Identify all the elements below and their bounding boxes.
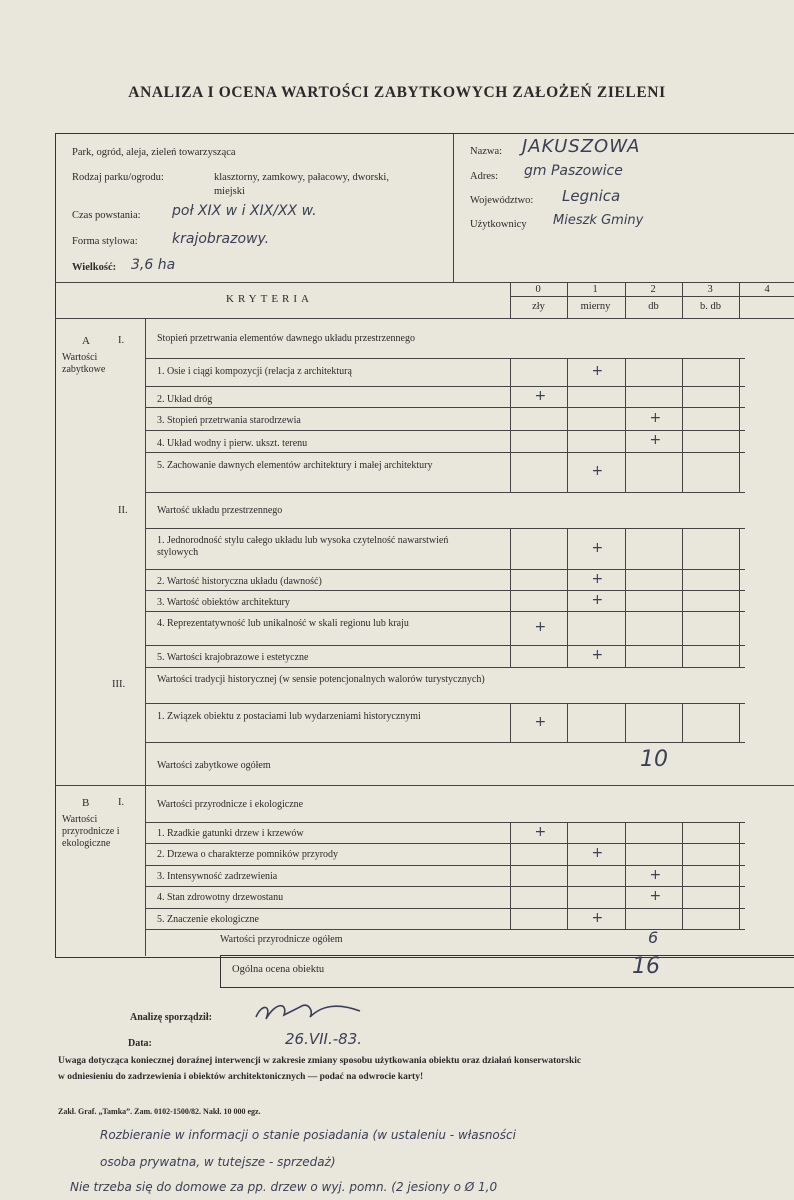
name-value: JAKUSZOWA — [522, 136, 641, 157]
criterion-a2-4: 4. Reprezentatywność lub unikalność w skali regionu lub kraju — [157, 618, 409, 629]
criterion-a1-4: 4. Układ wodny i pierw. ukszt. terenu — [157, 438, 308, 449]
section-a-group3-roman: III. — [112, 679, 126, 690]
total-a-value: 10 — [640, 747, 668, 772]
note-line-1: Uwaga dotycząca koniecznej doraźnej interwencji w zakresie zmiany sposobu użytkowania obiektu oraz działań konserwatorskic — [58, 1056, 582, 1066]
mark-a1-2: + — [534, 388, 547, 404]
mark-a2-4: + — [534, 619, 547, 635]
page-title: ANALIZA I OCENA WARTOŚCI ZABYTKOWYCH ZAŁOŻEŃ ZIELENI — [128, 84, 666, 101]
mark-b-3: + — [649, 867, 662, 883]
group-b1-title: Wartości przyrodnicze i ekologiczne — [157, 799, 304, 810]
date-label: Data: — [128, 1038, 152, 1049]
criterion-a1-5: 5. Zachowanie dawnych elementów architektury i małej architektury — [157, 460, 433, 471]
overall-value: 16 — [632, 954, 660, 979]
address-value: gm Paszowice — [524, 163, 623, 179]
note-line-2: w odniesieniu do zadrzewienia i obiektów architektonicznych — podać na odwrocie karty! — [58, 1072, 424, 1082]
time-label: Czas powstania: — [72, 210, 141, 221]
col-desc-3: b. db — [700, 301, 721, 312]
criterion-b-5: 5. Znaczenie ekologiczne — [157, 914, 259, 925]
province-label: Województwo: — [470, 195, 534, 206]
criteria-label: KRYTERIA — [226, 293, 313, 305]
mark-b-1: + — [534, 824, 547, 840]
mark-b-4: + — [649, 888, 662, 904]
style-label: Forma stylowa: — [72, 236, 138, 247]
section-b-letter: B — [82, 797, 90, 809]
overall-label: Ogólna ocena obiektu — [232, 964, 325, 975]
time-value: poł XIX w i XIX/XX w. — [172, 203, 317, 219]
mark-a1-1: + — [591, 363, 604, 379]
kind-options-2: miejski — [214, 186, 245, 197]
signature — [248, 995, 378, 1031]
address-label: Adres: — [470, 171, 498, 182]
handwritten-note-1: Rozbieranie w informacji o stanie posiadania (w ustaleniu - własności — [100, 1128, 516, 1142]
handwritten-note-3: Nie trzeba się do domowe za pp. drzew o wyj. pomn. (2 jesiony o Ø 1,0 — [70, 1180, 498, 1194]
section-a-roman: I. — [118, 335, 125, 346]
date-value: 26.VII.-83. — [285, 1030, 362, 1048]
group-a1-title: Stopień przetrwania elementów dawnego układu przestrzennego — [157, 333, 415, 344]
handwritten-note-2: osoba prywatna, w tutejsze - sprzedaż) — [100, 1155, 336, 1169]
section-a-name: Wartości zabytkowe — [62, 352, 106, 375]
size-value: 3,6 ha — [131, 257, 176, 273]
col-number-0: 0 — [535, 284, 541, 295]
criterion-a2-5: 5. Wartości krajobrazowe i estetyczne — [157, 652, 309, 663]
col-number-1: 1 — [592, 284, 598, 295]
col-number-4: 4 — [764, 284, 770, 295]
style-value: krajobrazowy. — [172, 231, 270, 247]
total-b-value: 6 — [648, 928, 659, 947]
criterion-b-2: 2. Drzewa o charakterze pomników przyrody — [157, 849, 339, 860]
users-value: Mieszk Gminy — [553, 213, 644, 228]
criterion-a1-1: 1. Osie i ciągi kompozycji (relacja z architekturą — [157, 366, 352, 377]
mark-a2-5: + — [591, 647, 604, 663]
criterion-a3-1: 1. Związek obiektu z postaciami lub wydarzeniami historycznymi — [157, 711, 421, 722]
col-desc-2: db — [648, 301, 659, 312]
users-label: Użytkownicy — [470, 219, 527, 230]
section-b-roman: I. — [118, 797, 125, 808]
criterion-a1-2: 2. Układ dróg — [157, 394, 213, 405]
kind-options: klasztorny, zamkowy, pałacowy, dworski, — [214, 172, 389, 183]
criterion-a2-1: 1. Jednorodność stylu całego układu lub wysoka czytelność nawarstwień stylowych — [157, 535, 449, 558]
mark-b-2: + — [591, 845, 604, 861]
printer-info: Zakł. Graf. „Tamka”. Zam. 0102-1500/82. Nakł. 10 000 egz. — [58, 1107, 261, 1116]
mark-a3-1: + — [534, 714, 547, 730]
mark-a2-2: + — [591, 571, 604, 587]
section-a-group2-roman: II. — [118, 505, 128, 516]
criterion-b-3: 3. Intensywność zadrzewienia — [157, 871, 278, 882]
col-number-2: 2 — [650, 284, 656, 295]
mark-b-5: + — [591, 910, 604, 926]
mark-a1-4: + — [649, 432, 662, 448]
prepared-label: Analizę sporządził: — [130, 1012, 212, 1023]
col-desc-0: zły — [532, 301, 545, 312]
province-value: Legnica — [562, 187, 621, 205]
mark-a2-1: + — [591, 540, 604, 556]
total-b-label: Wartości przyrodnicze ogółem — [220, 934, 343, 945]
mark-a2-3: + — [591, 592, 604, 608]
total-a-label: Wartości zabytkowe ogółem — [157, 760, 271, 771]
criterion-a1-3: 3. Stopień przetrwania starodrzewia — [157, 415, 301, 426]
mark-a1-5: + — [591, 463, 604, 479]
group-a2-title: Wartość układu przestrzennego — [157, 505, 283, 516]
group-a3-title: Wartości tradycji historycznej (w sensie potencjonalnych walorów turystycznych) — [157, 674, 485, 685]
criterion-b-1: 1. Rzadkie gatunki drzew i krzewów — [157, 828, 304, 839]
size-label: Wielkość: — [72, 262, 117, 273]
mark-a1-3: + — [649, 410, 662, 426]
col-desc-1: mierny — [580, 301, 611, 312]
type-line: Park, ogród, aleja, zieleń towarzysząca — [72, 147, 236, 158]
name-label: Nazwa: — [470, 146, 503, 157]
col-number-3: 3 — [707, 284, 713, 295]
criterion-b-4: 4. Stan zdrowotny drzewostanu — [157, 892, 284, 903]
criterion-a2-2: 2. Wartość historyczna układu (dawność) — [157, 576, 322, 587]
section-a-letter: A — [82, 335, 93, 347]
criterion-a2-3: 3. Wartość obiektów architektury — [157, 597, 290, 608]
section-b-name: Wartości przyrodnicze i ekologiczne — [62, 814, 120, 849]
kind-label: Rodzaj parku/ogrodu: — [72, 172, 164, 183]
